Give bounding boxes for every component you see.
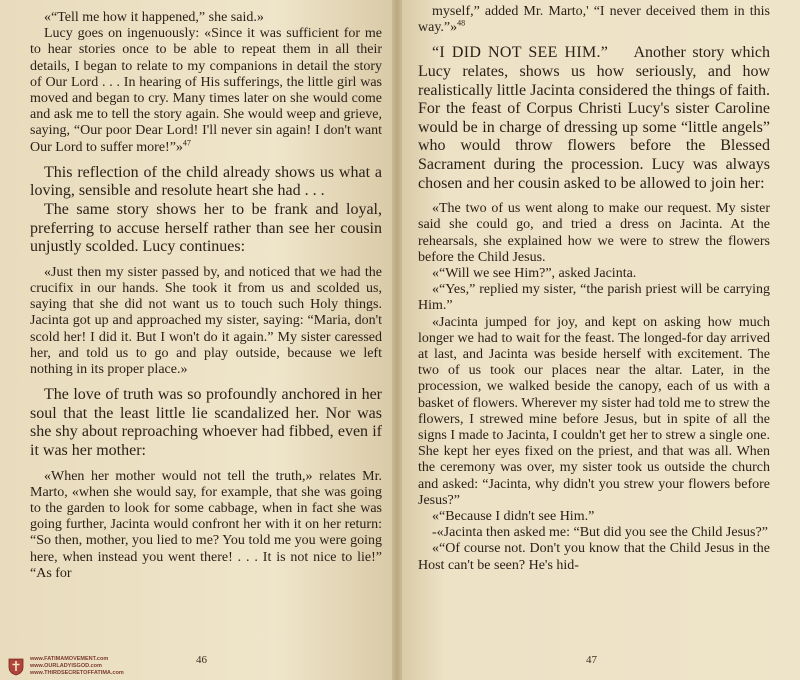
- paragraph: «“Tell me how it happened,” she said.»: [44, 10, 264, 25]
- quote-paragraph: «“Of course not. Don't you know that the Child Jesus in the Host can't be seen? He's hid-: [418, 541, 770, 573]
- quote-paragraph: «Jacinta jumped for joy, and kept on asking how much longer we had to wait for the feast. The longed-for day arrived at last, and Jacinta was beside herself with excitement. The two of us took our places near the altar. Later, in the procession, we walked beside the canopy, each of us with a basket of flowers. Wherever my sister had told me to strew the flowers, I strewed mine before Jesus, but in spite of all the signs I made to Jacinta, I couldn't get her to strew a single one. She kept her eyes fixed on the priest, and that was all. When the ceremony was over, my sister took us outside the church and asked: “Jacinta, why didn't you strew your flowers before Jesus?”: [418, 314, 770, 508]
- footer-link[interactable]: www.OURLADYISGOD.com: [30, 663, 102, 669]
- quote-paragraph: «“Will we see Him?”, asked Jacinta.: [432, 265, 637, 281]
- paragraph: “I DID NOT SEE HIM.” Another story which Lucy relates, shows us how seriously, and how realistically little Jacinta considered the things of faith. For the feast of Corpus Christi Lucy's sister Caroline would be in charge of dressing up some “little angels” who would throw flowers before the Blessed Sacrament during the procession. Lucy was always chosen and her cousin asked to be allowed to join her:: [418, 44, 771, 192]
- left-page-text: [30, 10, 382, 582]
- left-page: [0, 0, 396, 680]
- quote-paragraph: «“Because I didn't see Him.”: [432, 509, 595, 525]
- book-gutter: [392, 0, 402, 680]
- page-number: 46: [196, 654, 207, 666]
- paragraph: Lucy goes on ingenuously: «Since it was sufficient for me to hear stories once to be able to repeat them in all their details, I began to relate to my companions in detail the story of Our Lord . . . In hearing of His sufferings, the little girl was moved and began to cry. Many times later on she would come and ask me to tell the story again. She would weep and grieve, saying, “Our poor Dear Lord! I'll never sin again! I don't want Our Lord to suffer more!”»$^{47}$: [30, 26, 382, 155]
- paragraph: The love of truth was so profoundly anchored in her soul that the least little lie scandalized her. Nor was she shy about reproaching whoever had fibbed, even if it was her mother:: [30, 386, 382, 459]
- footnote-ref: 48: [457, 18, 466, 28]
- quote-paragraph: «The two of us went along to make our request. My sister said she could go, and tried a dress on Jacinta. At the rehearsals, she explained how we were to strew the flowers before the Child Jesus.: [418, 201, 770, 265]
- paragraph: The same story shows her to be frank and loyal, preferring to accuse herself rather than see her cousin unjustly scolded. Lucy continues:: [30, 201, 382, 256]
- paragraph: This reflection of the child already shows us what a loving, sensible and resolute heart she had . . .: [30, 163, 382, 200]
- right-page: [396, 0, 800, 680]
- fatima-logo-icon: [6, 656, 26, 676]
- footer-link[interactable]: www.THIRDSECRETOFFATIMA.com: [30, 670, 124, 676]
- footer-link[interactable]: www.FATIMAMOVEMENT.com: [30, 656, 109, 662]
- page-number: 47: [586, 654, 597, 666]
- section-heading: “I DID NOT SEE HIM.”: [432, 44, 609, 62]
- footer-links: [30, 656, 124, 677]
- quote-paragraph: «Just then my sister passed by, and noticed that we had the crucifix in our hands. She took it from us and scolded us, saying that she did not want us to touch such Holy things. Jacinta got up and approached my sister, saying: “Maria, don't scold her! I did it. But I won't do it again.” My sister caressed her, and told us to go and play outside, because we left nothing in its proper place.»: [30, 264, 382, 378]
- quote-paragraph: «When her mother would not tell the truth,» relates Mr. Marto, «when she would say, for example, that she was going to the garden to look for some cabbage, when in fact she was going further, Jacinta would confront her with it on her return: “So then, mother, you lied to me? You told me you were going here, when instead you went there! . . . It is not nice to lie!” “As for: [30, 468, 382, 581]
- quote-paragraph: «“Yes,” replied my sister, “the parish priest will be carrying Him.”: [418, 282, 770, 314]
- quote-paragraph: -«Jacinta then asked me: “But did you see the Child Jesus?”: [432, 525, 768, 541]
- paragraph: myself,” added Mr. Marto,' “I never deceived them in this way.”»$^{48}$: [418, 4, 770, 36]
- right-page-text: [418, 4, 770, 574]
- footnote-ref: 47: [182, 137, 191, 147]
